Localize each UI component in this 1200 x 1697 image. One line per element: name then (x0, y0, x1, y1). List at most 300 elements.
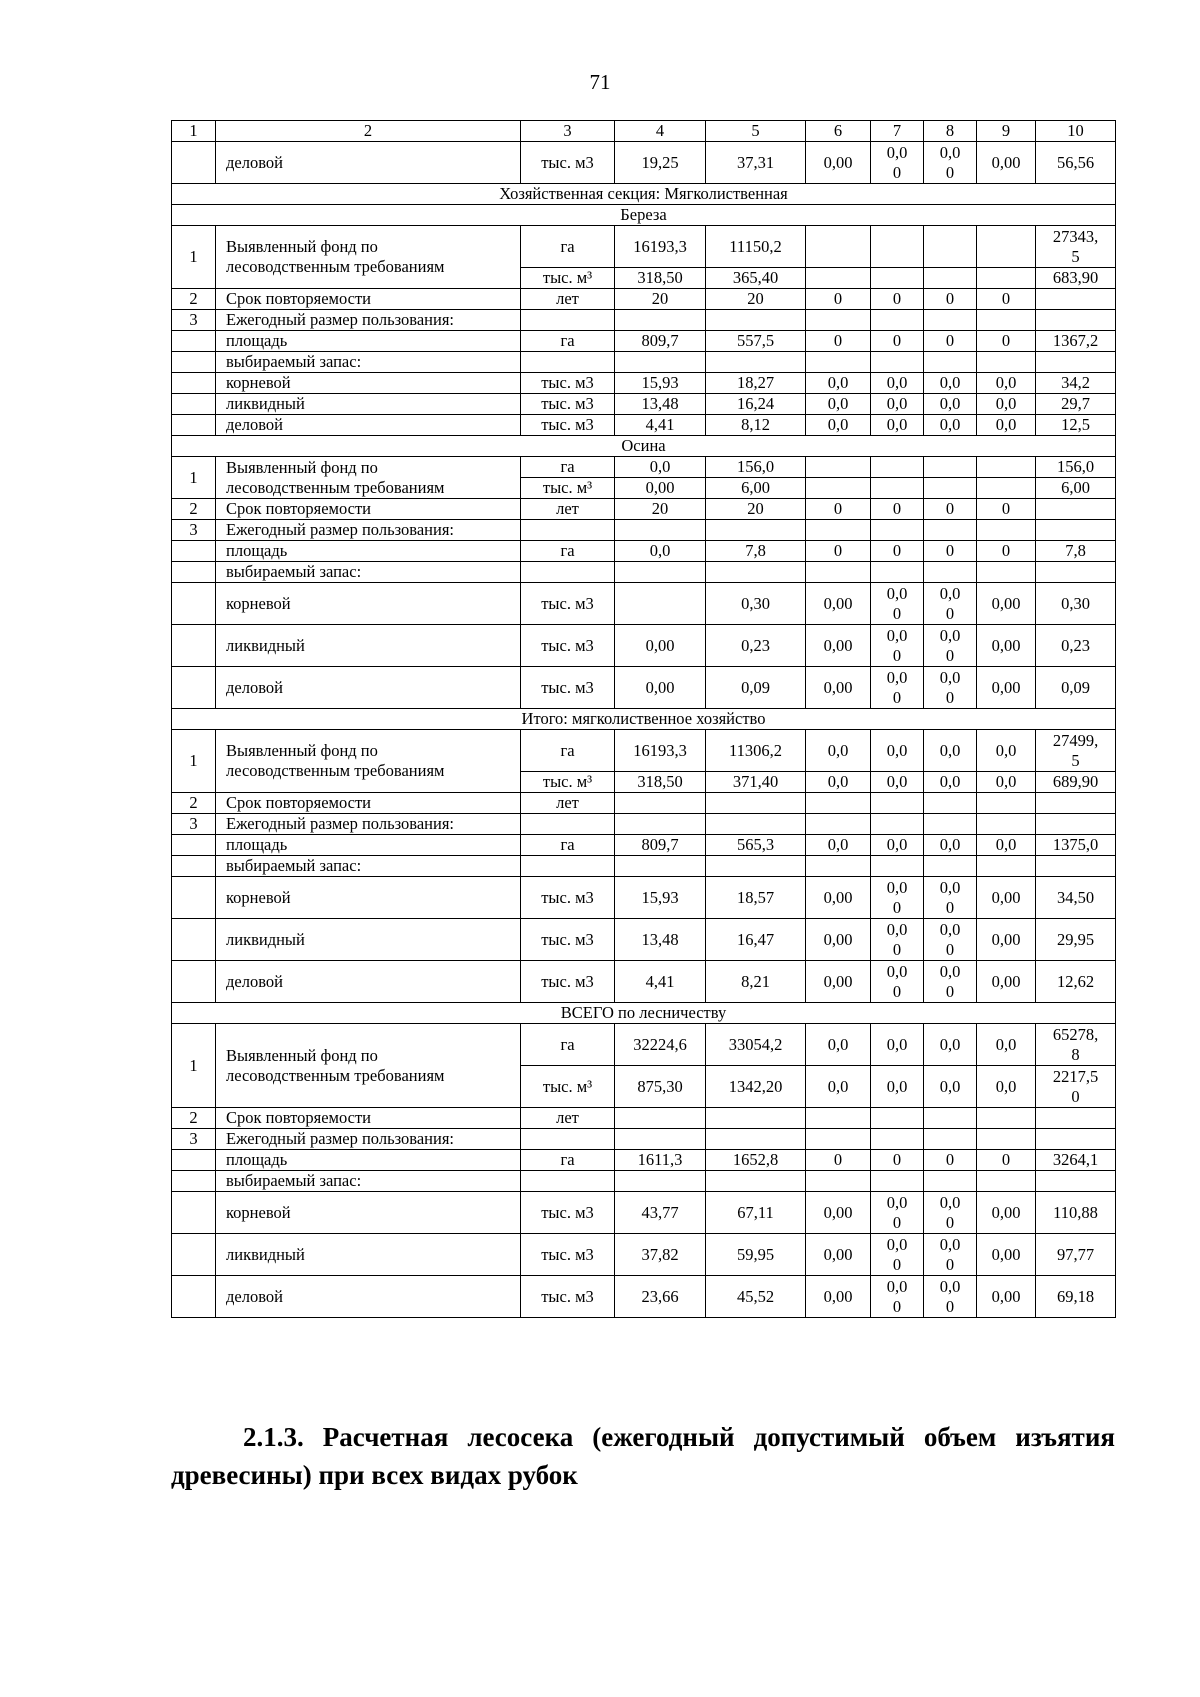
table-cell: 0,0 (977, 1024, 1036, 1066)
table-cell: 0,0 (977, 415, 1036, 436)
section-title: Осина (172, 436, 1116, 457)
table-cell: 0,0 (806, 415, 871, 436)
table-cell: 318,50 (615, 268, 706, 289)
table-cell: 16193,3 (615, 730, 706, 772)
table-row (172, 1171, 1116, 1192)
table-cell (615, 583, 706, 625)
table-cell: 20 (706, 289, 806, 310)
table-cell: 0,00 (806, 919, 871, 961)
table-cell: 0,0 (615, 541, 706, 562)
table-row (172, 1234, 1116, 1276)
table-cell: 0,0 0 (924, 142, 977, 184)
table-cell: 0,00 (806, 1276, 871, 1318)
table-cell (172, 562, 216, 583)
table-cell (521, 814, 615, 835)
table-cell (521, 562, 615, 583)
table-cell (871, 310, 924, 331)
table-cell (871, 562, 924, 583)
table-cell (615, 1108, 706, 1129)
table-cell: 37,82 (615, 1234, 706, 1276)
table-cell: 0,0 (806, 373, 871, 394)
column-header: 10 (1036, 121, 1116, 142)
table-cell: 110,88 (1036, 1192, 1116, 1234)
table-cell (924, 1129, 977, 1150)
table-cell (172, 1150, 216, 1171)
table-cell: 0,00 (806, 583, 871, 625)
table-cell: 0,23 (706, 625, 806, 667)
row-label-cell: ликвидный (216, 625, 521, 667)
table-row (172, 1150, 1116, 1171)
table-cell (1036, 814, 1116, 835)
table-cell: 11150,2 (706, 226, 806, 268)
table-cell (871, 814, 924, 835)
table-cell: тыс. м3 (521, 961, 615, 1003)
table-cell: 689,90 (1036, 772, 1116, 793)
table-row (172, 814, 1116, 835)
table-cell: 59,95 (706, 1234, 806, 1276)
table-cell: 33054,2 (706, 1024, 806, 1066)
table-row (172, 499, 1116, 520)
table-cell (521, 352, 615, 373)
table-cell: тыс. м3 (521, 1234, 615, 1276)
table-cell: 0,0 0 (871, 877, 924, 919)
table-cell: 56,56 (1036, 142, 1116, 184)
table-cell: 0 (924, 541, 977, 562)
table-cell (1036, 1108, 1116, 1129)
section-row (172, 184, 1116, 205)
table-cell: тыс. м3 (521, 1192, 615, 1234)
table-cell (1036, 1129, 1116, 1150)
table-cell: 16,24 (706, 394, 806, 415)
table-cell: 4,41 (615, 961, 706, 1003)
table-cell: 34,50 (1036, 877, 1116, 919)
column-header: 4 (615, 121, 706, 142)
table-cell (806, 226, 871, 268)
table-cell: 18,27 (706, 373, 806, 394)
table-cell (924, 520, 977, 541)
row-label-cell: деловой (216, 415, 521, 436)
table-cell: 0,0 (977, 835, 1036, 856)
table-cell: 7,8 (706, 541, 806, 562)
table-cell (1036, 1171, 1116, 1192)
table-cell: 0 (924, 499, 977, 520)
table-cell: 1 (172, 730, 216, 793)
table-cell: 0,00 (977, 625, 1036, 667)
table-cell: 0,30 (1036, 583, 1116, 625)
table-cell: 20 (615, 289, 706, 310)
table-cell: 0,0 (806, 835, 871, 856)
table-cell: 0,0 (977, 730, 1036, 772)
table-cell (1036, 499, 1116, 520)
table-row (172, 667, 1116, 709)
row-label-cell: деловой (216, 1276, 521, 1318)
table-cell (806, 814, 871, 835)
table-cell (615, 352, 706, 373)
table-cell (706, 814, 806, 835)
table-cell: 15,93 (615, 877, 706, 919)
table-cell (806, 562, 871, 583)
table-cell: 0,00 (806, 142, 871, 184)
table-cell: 0,0 (871, 1066, 924, 1108)
table-cell: 0,0 (977, 772, 1036, 793)
table-cell (871, 268, 924, 289)
table-cell: 7,8 (1036, 541, 1116, 562)
table-cell: 8,21 (706, 961, 806, 1003)
table-cell: 0,0 (924, 835, 977, 856)
row-label-cell: корневой (216, 1192, 521, 1234)
table-cell (924, 1171, 977, 1192)
table-row (172, 730, 1116, 772)
table-cell: 1342,20 (706, 1066, 806, 1108)
table-cell: тыс. м3 (521, 394, 615, 415)
table-cell: 0,0 (924, 415, 977, 436)
table-cell: 1375,0 (1036, 835, 1116, 856)
table-cell: 0,30 (706, 583, 806, 625)
table-cell: 0,00 (615, 625, 706, 667)
table-cell (521, 856, 615, 877)
table-cell: 0,00 (977, 1234, 1036, 1276)
table-cell: 875,30 (615, 1066, 706, 1108)
table-row (172, 520, 1116, 541)
table-cell (1036, 520, 1116, 541)
table-cell: тыс. м3 (521, 373, 615, 394)
table-cell (706, 562, 806, 583)
table-cell: 0,0 (806, 1024, 871, 1066)
table-cell: лет (521, 499, 615, 520)
table-cell: 565,3 (706, 835, 806, 856)
table-cell (172, 625, 216, 667)
table-cell: 0,0 0 (871, 142, 924, 184)
row-label-cell: Срок повторяемости (216, 1108, 521, 1129)
table-cell: га (521, 457, 615, 478)
table-cell (924, 478, 977, 499)
table-cell: тыс. м³ (521, 268, 615, 289)
table-cell (871, 478, 924, 499)
table-cell (172, 835, 216, 856)
table-row (172, 793, 1116, 814)
row-label-cell: Выявленный фонд по лесоводственным требованиям (216, 1024, 521, 1108)
table-row (172, 835, 1116, 856)
table-cell: 34,2 (1036, 373, 1116, 394)
table-cell: 0,0 (924, 1024, 977, 1066)
table-cell: 1 (172, 457, 216, 499)
table-cell (706, 352, 806, 373)
table-cell (615, 562, 706, 583)
table-cell: га (521, 1150, 615, 1171)
table-cell: 0,0 0 (871, 1276, 924, 1318)
row-label-cell: площадь (216, 835, 521, 856)
table-row (172, 331, 1116, 352)
table-cell: 0,0 0 (924, 1276, 977, 1318)
table-cell: га (521, 331, 615, 352)
table-cell: 6,00 (1036, 478, 1116, 499)
table-cell: 4,41 (615, 415, 706, 436)
row-label-cell: выбираемый запас: (216, 352, 521, 373)
table-cell: 43,77 (615, 1192, 706, 1234)
table-row (172, 289, 1116, 310)
table-row (172, 1129, 1116, 1150)
table-row (172, 625, 1116, 667)
table-cell: 0,0 0 (871, 919, 924, 961)
table-cell: 0,00 (977, 583, 1036, 625)
table-cell: тыс. м3 (521, 1276, 615, 1318)
table-cell: 0,00 (977, 919, 1036, 961)
table-cell: 0,00 (977, 667, 1036, 709)
table-cell: 0,0 0 (924, 625, 977, 667)
table-cell (924, 814, 977, 835)
table-cell: 18,57 (706, 877, 806, 919)
row-label-cell: ликвидный (216, 1234, 521, 1276)
row-label-cell: корневой (216, 373, 521, 394)
table-cell: 557,5 (706, 331, 806, 352)
table-cell: 0 (977, 541, 1036, 562)
table-cell (521, 520, 615, 541)
table-cell (871, 856, 924, 877)
section-heading: 2.1.3. Расчетная лесосека (ежегодный допустимый объем изъятия древесины) при всех видах рубок (171, 1422, 1115, 1490)
table-cell: 0,0 (924, 772, 977, 793)
table-cell: 12,5 (1036, 415, 1116, 436)
table-cell: га (521, 835, 615, 856)
table-cell: 27499, 5 (1036, 730, 1116, 772)
table-cell: 0,0 (977, 1066, 1036, 1108)
row-label-cell: ликвидный (216, 394, 521, 415)
table-cell (871, 457, 924, 478)
table-cell: 0,00 (806, 961, 871, 1003)
table-cell: 0,00 (977, 877, 1036, 919)
table-cell (172, 331, 216, 352)
table-cell (924, 226, 977, 268)
table-cell (521, 310, 615, 331)
table-cell (871, 352, 924, 373)
section-title: Итого: мягколиственное хозяйство (172, 709, 1116, 730)
table-cell: 2 (172, 499, 216, 520)
table-row (172, 1108, 1116, 1129)
table-row (172, 415, 1116, 436)
table-cell: 0,0 (924, 373, 977, 394)
table-cell: 0,0 (806, 394, 871, 415)
table-cell: 0,0 0 (924, 1234, 977, 1276)
table-cell: 0,0 0 (871, 625, 924, 667)
table-cell (172, 856, 216, 877)
table-cell: 0,0 (806, 730, 871, 772)
row-label-cell: Ежегодный размер пользования: (216, 310, 521, 331)
row-label-cell: Выявленный фонд по лесоводственным требованиям (216, 226, 521, 289)
table-cell (521, 1171, 615, 1192)
table-cell (871, 1171, 924, 1192)
table-row (172, 1024, 1116, 1066)
table-cell (172, 142, 216, 184)
row-label-cell: Срок повторяемости (216, 793, 521, 814)
table-cell: тыс. м3 (521, 625, 615, 667)
table-cell: 2217,5 0 (1036, 1066, 1116, 1108)
table-cell: 12,62 (1036, 961, 1116, 1003)
table-cell: 0,0 (871, 835, 924, 856)
table-cell: 2 (172, 793, 216, 814)
column-header: 2 (216, 121, 521, 142)
table-cell (977, 1108, 1036, 1129)
row-label-cell: деловой (216, 667, 521, 709)
table-cell: 27343, 5 (1036, 226, 1116, 268)
table-cell: 3 (172, 310, 216, 331)
table-cell (615, 1129, 706, 1150)
table-cell (1036, 310, 1116, 331)
table-cell: 0,00 (615, 667, 706, 709)
table-cell (615, 310, 706, 331)
row-label-cell: площадь (216, 541, 521, 562)
table-cell (521, 1129, 615, 1150)
table-cell: лет (521, 793, 615, 814)
table-cell: 0 (806, 289, 871, 310)
table-cell (806, 478, 871, 499)
table-cell (977, 457, 1036, 478)
table-cell: 29,95 (1036, 919, 1116, 961)
table-row (172, 310, 1116, 331)
table-cell: 0,00 (977, 1276, 1036, 1318)
table-cell: 0 (871, 289, 924, 310)
table-cell: 0,0 0 (871, 961, 924, 1003)
row-label-cell: выбираемый запас: (216, 1171, 521, 1192)
page-number: 71 (589, 70, 611, 94)
section-title: Береза (172, 205, 1116, 226)
table-cell: 0,0 (615, 457, 706, 478)
table-cell (806, 1129, 871, 1150)
section-row (172, 1003, 1116, 1024)
table-cell: 0,00 (977, 1192, 1036, 1234)
table-cell (172, 394, 216, 415)
table-cell (924, 562, 977, 583)
table-cell: 20 (706, 499, 806, 520)
table-cell: 8,12 (706, 415, 806, 436)
table-cell: 69,18 (1036, 1276, 1116, 1318)
table-cell: 13,48 (615, 919, 706, 961)
table-cell: 0 (977, 1150, 1036, 1171)
table-cell: тыс. м3 (521, 142, 615, 184)
table-cell: 0,00 (977, 142, 1036, 184)
table-cell (1036, 793, 1116, 814)
table-cell (615, 1171, 706, 1192)
table-cell: 20 (615, 499, 706, 520)
table-cell: 16193,3 (615, 226, 706, 268)
table-cell: 0 (977, 499, 1036, 520)
table-cell: 156,0 (1036, 457, 1116, 478)
table-row (172, 226, 1116, 268)
table-cell: 0 (871, 499, 924, 520)
table-cell: тыс. м³ (521, 478, 615, 499)
table-cell (806, 310, 871, 331)
table-cell (977, 856, 1036, 877)
table-cell: 0 (977, 331, 1036, 352)
table-row (172, 583, 1116, 625)
table-cell: 0,0 0 (924, 667, 977, 709)
table-cell (172, 1276, 216, 1318)
section-row (172, 709, 1116, 730)
row-label-cell: Ежегодный размер пользования: (216, 1129, 521, 1150)
row-label-cell: Срок повторяемости (216, 499, 521, 520)
table-cell (871, 520, 924, 541)
table-cell: 3 (172, 814, 216, 835)
column-header: 9 (977, 121, 1036, 142)
table-cell: 0,0 (977, 394, 1036, 415)
table-cell: га (521, 226, 615, 268)
table-cell (806, 856, 871, 877)
table-cell: 6,00 (706, 478, 806, 499)
table-cell (172, 877, 216, 919)
table-cell (172, 541, 216, 562)
table-cell: 809,7 (615, 835, 706, 856)
table-cell: 371,40 (706, 772, 806, 793)
table-cell: 0,0 0 (924, 1192, 977, 1234)
table-cell: 0,0 (871, 772, 924, 793)
table-cell: тыс. м3 (521, 877, 615, 919)
table-cell: 0 (806, 1150, 871, 1171)
table-cell: 0,0 (924, 730, 977, 772)
table-cell: 1 (172, 1024, 216, 1108)
table-cell: 2 (172, 1108, 216, 1129)
column-number-row (172, 121, 1116, 142)
table-cell: 0,0 0 (924, 961, 977, 1003)
table-cell (924, 793, 977, 814)
table-cell (924, 856, 977, 877)
column-header: 6 (806, 121, 871, 142)
table-cell (172, 1192, 216, 1234)
table-cell: 0,00 (806, 877, 871, 919)
table-cell: 0,0 0 (871, 1192, 924, 1234)
table-row (172, 352, 1116, 373)
table-cell (615, 793, 706, 814)
table-row (172, 562, 1116, 583)
table-cell: 0 (806, 541, 871, 562)
table-cell: 0,0 0 (871, 667, 924, 709)
table-cell: 0,0 (806, 772, 871, 793)
table-cell (871, 1129, 924, 1150)
table-cell: тыс. м3 (521, 583, 615, 625)
table-cell (977, 268, 1036, 289)
table-cell: 32224,6 (615, 1024, 706, 1066)
table-cell: 156,0 (706, 457, 806, 478)
table-row (172, 961, 1116, 1003)
table-row (172, 457, 1116, 478)
table-cell (706, 310, 806, 331)
table-cell: 1 (172, 226, 216, 289)
table-cell: тыс. м3 (521, 667, 615, 709)
table-cell: тыс. м³ (521, 1066, 615, 1108)
table-cell: 45,52 (706, 1276, 806, 1318)
table-cell (172, 919, 216, 961)
table-row (172, 919, 1116, 961)
table-cell: 0 (924, 331, 977, 352)
table-cell: 318,50 (615, 772, 706, 793)
table-cell: 0,0 0 (924, 877, 977, 919)
table-cell (706, 1129, 806, 1150)
table-body (172, 121, 1116, 1318)
table-cell: 683,90 (1036, 268, 1116, 289)
table-cell: тыс. м3 (521, 415, 615, 436)
column-header: 7 (871, 121, 924, 142)
table-row (172, 394, 1116, 415)
table-cell (1036, 856, 1116, 877)
table-cell: 0 (871, 331, 924, 352)
table-cell (806, 793, 871, 814)
table-cell (871, 226, 924, 268)
table-cell: 29,7 (1036, 394, 1116, 415)
row-label-cell: деловой (216, 961, 521, 1003)
table-cell: 0,0 0 (924, 583, 977, 625)
row-label-cell: Выявленный фонд по лесоводственным требованиям (216, 730, 521, 793)
table-cell (706, 793, 806, 814)
table-cell: 0,0 (871, 373, 924, 394)
column-header: 5 (706, 121, 806, 142)
table-cell: 0,09 (706, 667, 806, 709)
